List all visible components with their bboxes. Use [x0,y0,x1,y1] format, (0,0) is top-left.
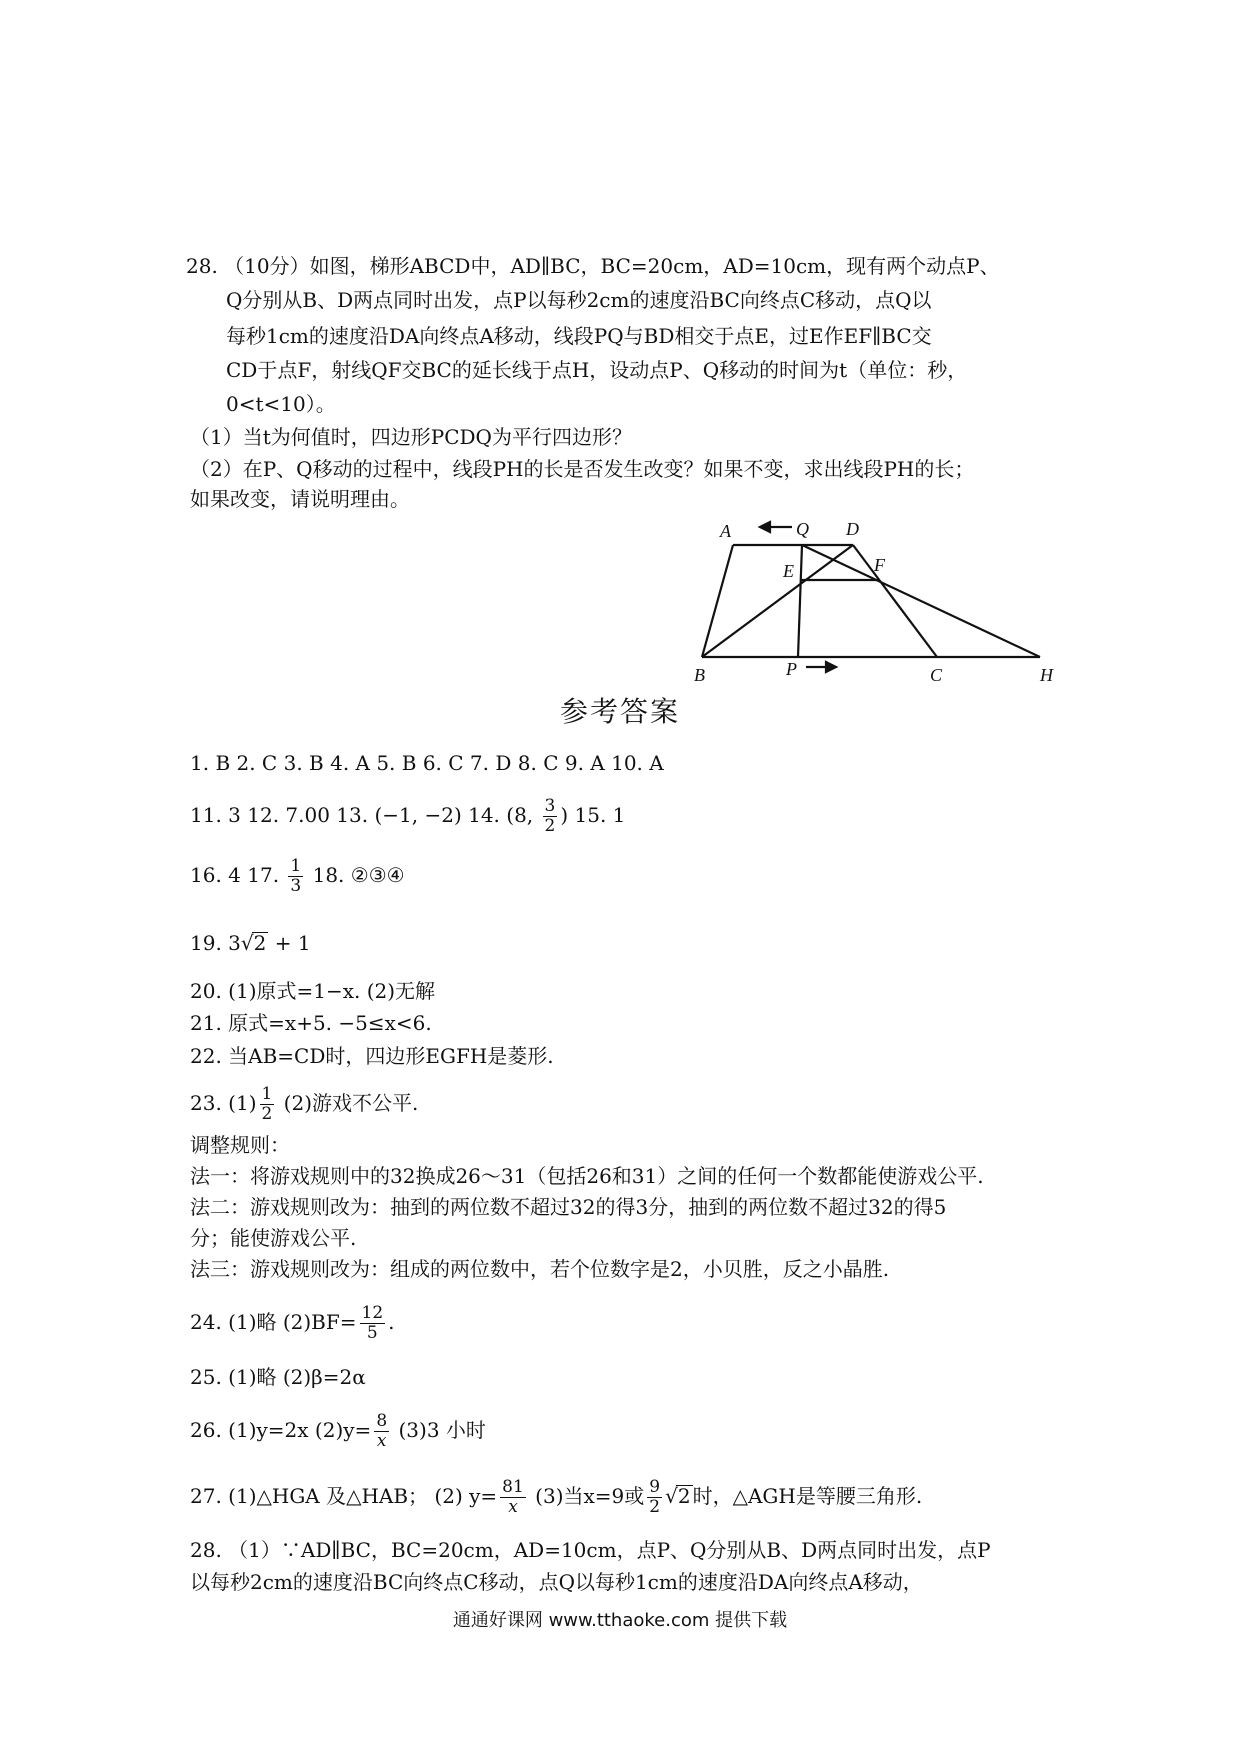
answer-24-text-b: . [388,1310,395,1334]
fraction-1-2 [260,1085,275,1124]
fraction-numerator: 8 [376,1411,388,1431]
answer-22: 22. 当AB=CD时，四边形EGFH是菱形. [190,1044,554,1068]
segment-ab [702,545,733,657]
label-q: Q [796,519,809,539]
answer-25: 25. (1)略 (2)β=2α [190,1365,366,1389]
radical-sign: √ [665,1484,678,1508]
problem-28-line-5: 0<t<10）。 [226,392,336,416]
answers-row-2 [190,797,625,836]
answer-20: 20. (1)原式=1−x. (2)无解 [190,979,436,1003]
answer-27-text-b: (3)当x=9或 [528,1484,645,1508]
answer-24-text-a: 24. (1)略 (2)BF= [190,1310,357,1334]
label-d: D [846,519,859,539]
label-e: E [783,561,794,581]
row-2-text-a: 11. 3 12. 7.00 13. (−1, −2) 14. (8, [190,803,540,827]
label-p: P [786,659,797,679]
row-2-text-b: ) 15. 1 [560,803,626,827]
label-a: A [720,521,731,541]
radicand: 2 [677,1484,691,1508]
problem-28-part-2-cont: 如果改变，请说明理由。 [190,487,410,511]
label-b: B [694,665,705,685]
fraction-denominator: 2 [261,1104,273,1124]
method-2: 法二：游戏规则改为：抽到的两位数不超过32的得3分，抽到的两位数不超过32的得5 [190,1195,947,1219]
answer-27-text-c: 时，△AGH是等腰三角形. [692,1484,923,1508]
label-c: C [930,665,943,685]
label-f: F [874,555,885,575]
fraction-81-x [500,1478,526,1517]
answers-title: 参考答案 [559,695,680,728]
fraction-9-2 [647,1478,662,1517]
problem-28-line-2: Q分别从B、D两点同时出发，点P以每秒2cm的速度沿BC向终点C移动，点Q以 [226,288,932,312]
answers-row-3 [190,857,405,896]
method-2-cont: 分；能使游戏公平. [190,1226,357,1250]
answer-19 [190,930,311,956]
answer-27 [190,1478,922,1517]
arrowhead-p [826,662,836,672]
answer-24 [190,1304,395,1343]
fraction-denominator: 2 [649,1497,661,1517]
fraction-denominator: 3 [290,876,302,896]
ray-qh [802,545,1040,657]
segment-dc [853,545,937,657]
fraction-numerator: 3 [544,796,556,816]
answer-28-line-2: 以每秒2cm的速度沿BC向终点C移动，点Q以每秒1cm的速度沿DA向终点A移动， [190,1570,923,1594]
answer-19-tail: + 1 [268,931,311,955]
row-3-text-a: 16. 4 17. [190,863,286,887]
fraction-numerator: 9 [649,1477,661,1497]
trapezoid-figure [680,515,1080,685]
segment-bd [702,545,853,657]
arrowhead-q [760,522,770,532]
page-footer: 通通好课网 www.tthaoke.com 提供下载 [452,1610,788,1631]
problem-28-line-1: 28. （10分）如图，梯形ABCD中，AD∥BC，BC=20cm，AD=10cm，现有两个动点P、 [186,254,1000,278]
answer-27-text-a: 27. (1)△HGA 及△HAB； (2) y= [190,1484,498,1508]
fraction-numerator: 12 [361,1303,384,1323]
answer-19-label: 19. [190,931,229,955]
segment-pq [798,545,802,657]
fraction-denominator: x [376,1431,387,1451]
method-1: 法一：将游戏规则中的32换成26～31（包括26和31）之间的任何一个数都能使游戏公平. [190,1164,984,1188]
answer-26-text-a: 26. (1)y=2x (2)y= [190,1418,372,1442]
answer-21: 21. 原式=x+5. −5≤x<6. [190,1011,432,1035]
fraction-3-2 [543,797,558,836]
radicand: 2 [253,931,267,955]
fraction-1-3 [288,857,303,896]
answer-23-text-a: 23. (1) [190,1091,257,1115]
method-3: 法三：游戏规则改为：组成的两位数中，若个位数字是2，小贝胜，反之小晶胜. [190,1257,890,1281]
label-h: H [1040,665,1053,685]
problem-28-line-3: 每秒1cm的速度沿DA向终点A移动，线段PQ与BD相交于点E，过E作EF∥BC交 [226,324,932,348]
answer-23 [190,1085,418,1124]
answer-26 [190,1412,486,1451]
radical-sign: √ [240,931,254,955]
fraction-numerator: 1 [261,1084,273,1104]
fraction-numerator: 81 [502,1477,524,1497]
adjust-rules-heading: 调整规则： [190,1133,290,1157]
fraction-numerator: 1 [290,856,302,876]
fraction-8-x [374,1412,389,1451]
fraction-denominator: 2 [544,816,556,836]
answer-23-text-b: (2)游戏不公平. [277,1091,419,1115]
fraction-denominator: 5 [366,1323,378,1343]
problem-28-part-1: （1）当t为何值时，四边形PCDQ为平行四边形？ [190,425,632,449]
answer-28-line-1: 28. （1）∵AD∥BC，BC=20cm，AD=10cm，点P、Q分别从B、D两点同时出发，点P [190,1538,991,1562]
row-3-text-b: 18. ②③④ [306,863,405,887]
fraction-12-5 [360,1304,386,1343]
fraction-denominator: x [508,1497,518,1517]
problem-28-line-4: CD于点F，射线QF交BC的延长线于点H，设动点P、Q移动的时间为t（单位：秒， [226,358,968,382]
answer-26-text-b: (3)3 小时 [392,1418,486,1442]
answer-19-coefficient: 3 [228,931,241,955]
answers-row-1: 1. B 2. C 3. B 4. A 5. B 6. C 7. D 8. C 9. A 10. A [190,751,664,775]
problem-28-part-2: （2）在P、Q移动的过程中，线段PH的长是否发生改变？如果不变，求出线段PH的长； [190,457,975,481]
